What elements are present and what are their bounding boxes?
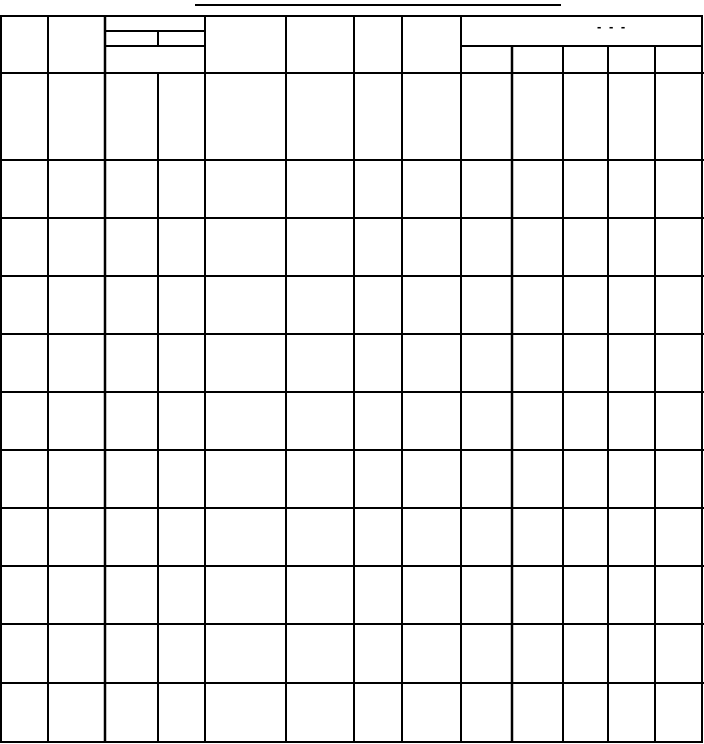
column-lines (48, 16, 655, 742)
header-dash-mark: - - - (597, 19, 628, 34)
